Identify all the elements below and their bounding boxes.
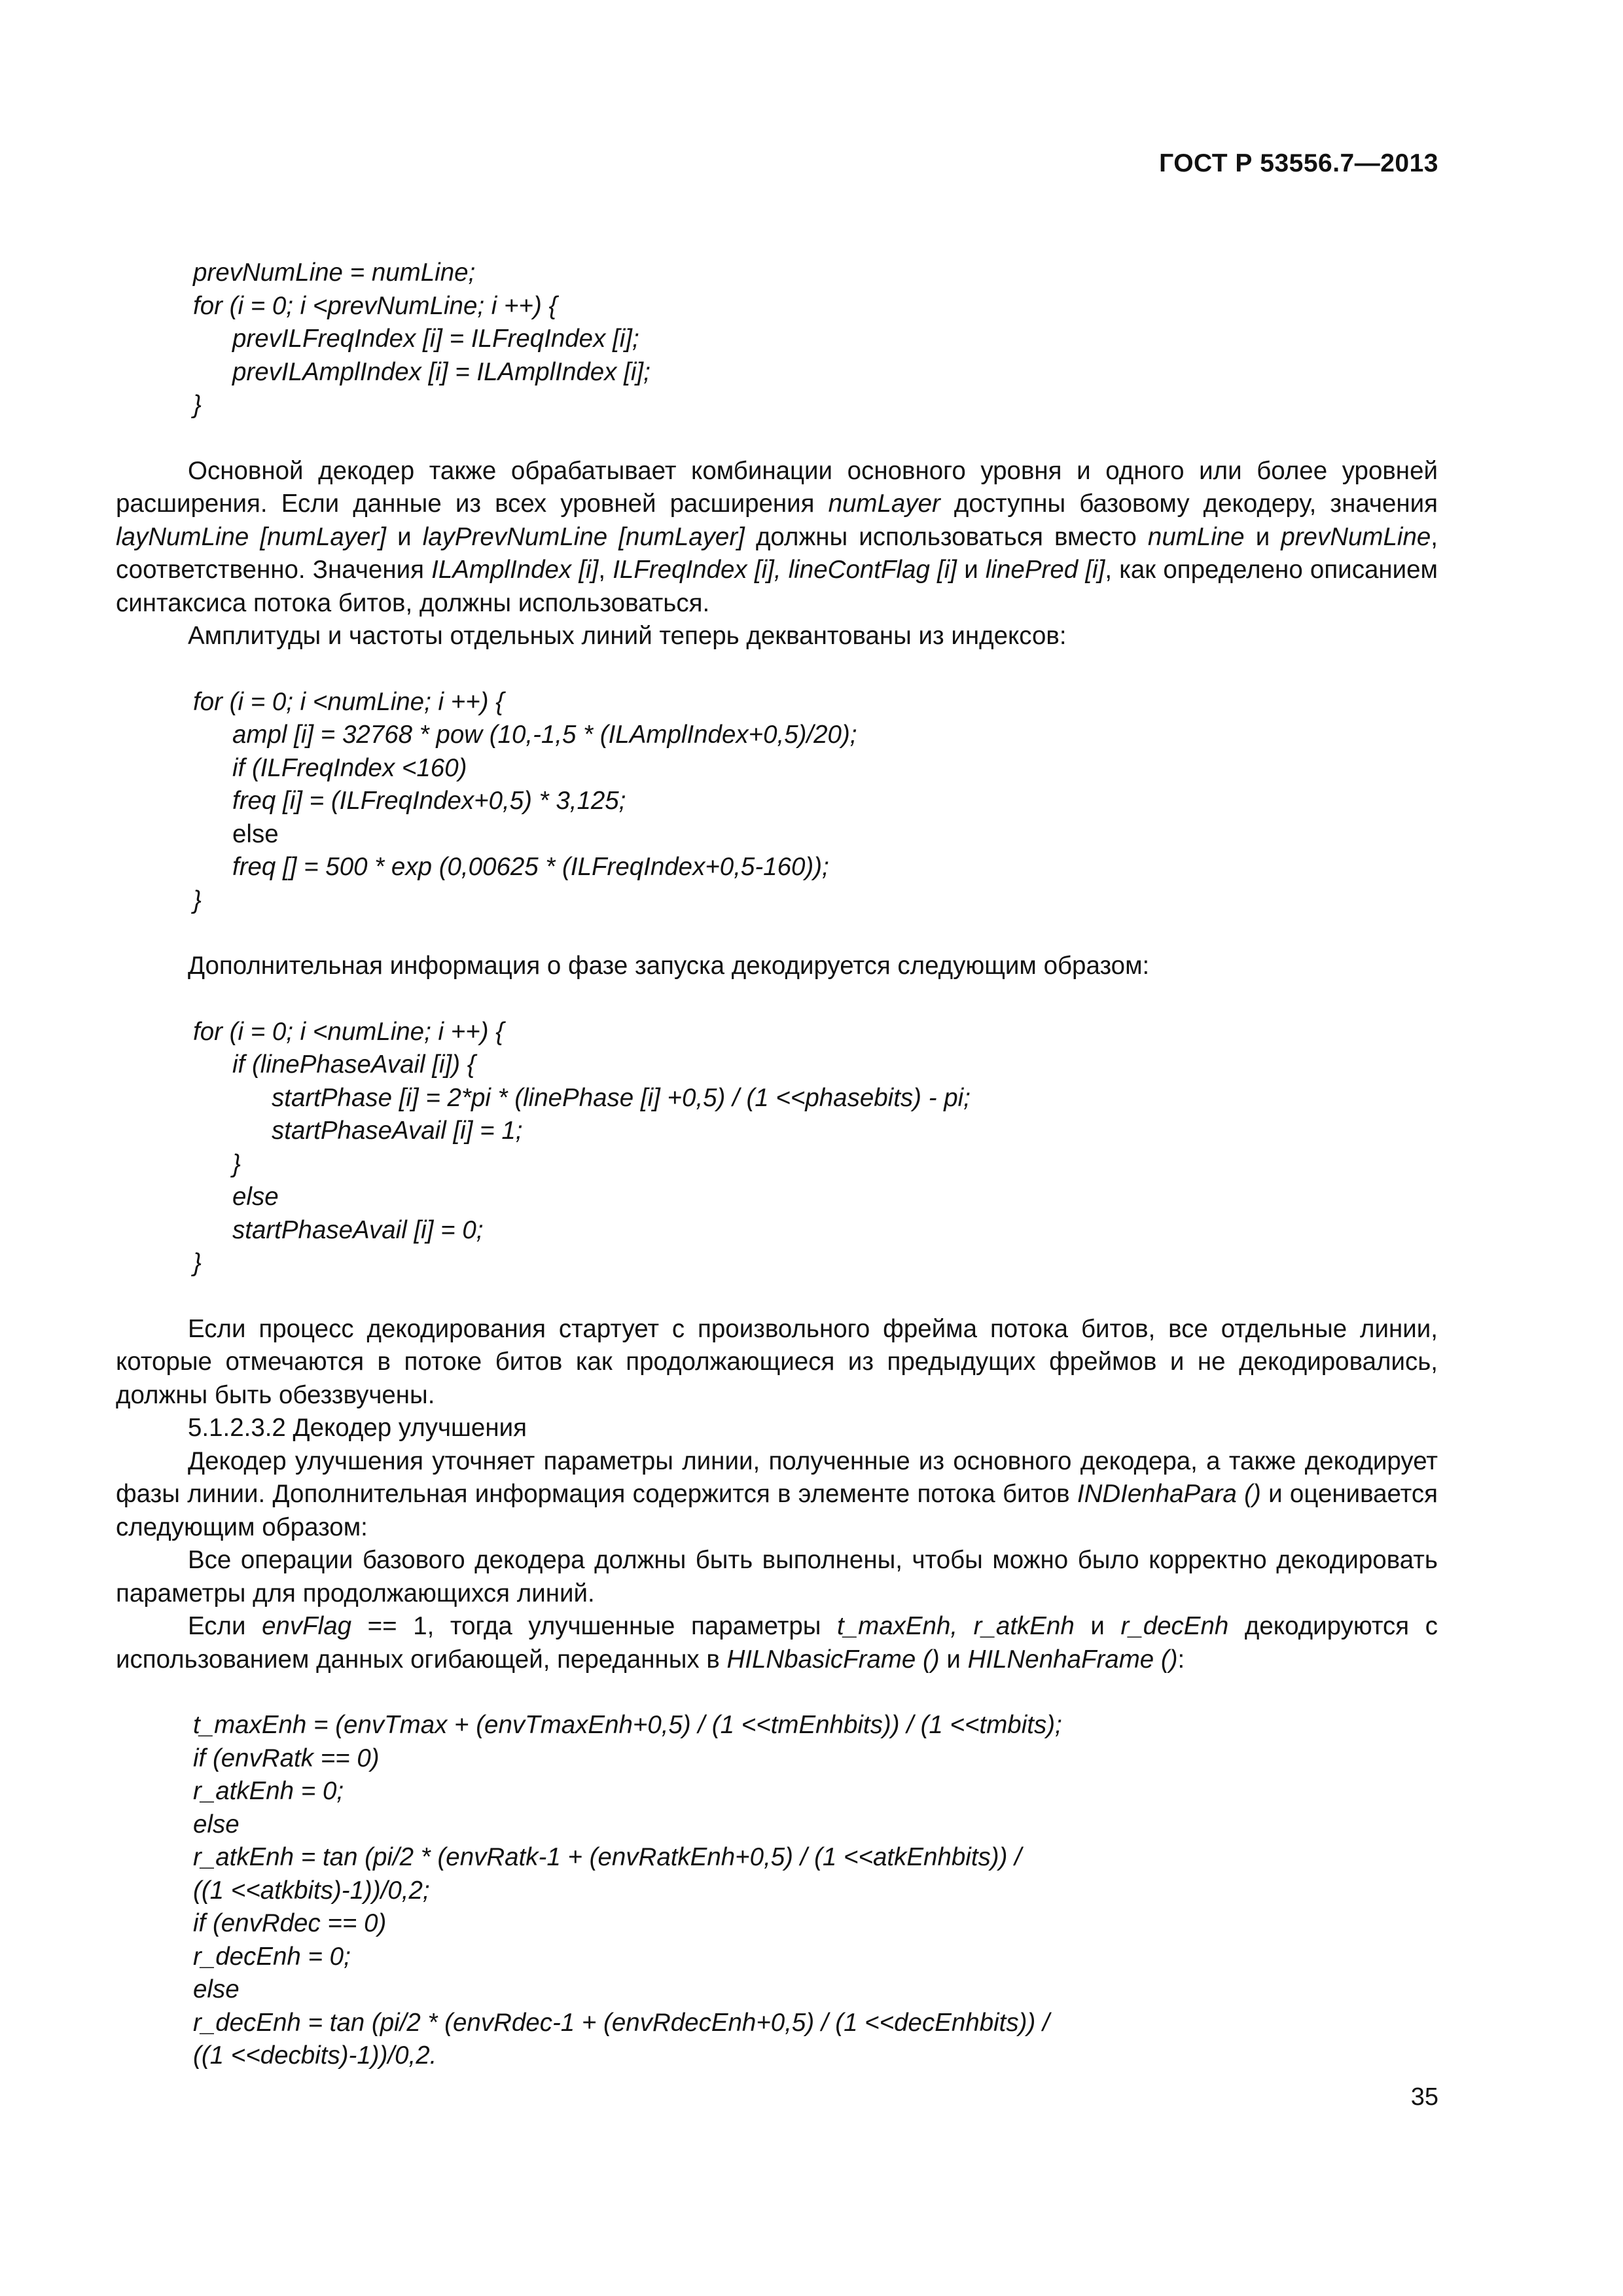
code-line: if (envRdec == 0) xyxy=(193,1909,387,1937)
code-line: prevILFreqIndex [i] = ILFreqIndex [i]; xyxy=(232,325,639,353)
code-line: else xyxy=(232,819,279,848)
section-heading: 5.1.2.3.2 Декодер улучшения xyxy=(188,1414,527,1442)
paragraph-phase-info: Дополнительная информация о фазе запуска декодируется следующим образом: xyxy=(188,952,1150,980)
code-line: prevNumLine = numLine; xyxy=(193,259,476,287)
paragraph-main-decoder: Основной декодер также обрабатывает комбинации основного уровня и одного или более уровней расширения. Если данные из всех уровней расширения numLayer доступны базовому декодеру, значения layNumLine [numLayer] и layPrevNumLine [numLayer] должны использоваться вместо numLine и prevNumLine, соответственно. Значения ILAmplIndex [i], ILFreqIndex [i], lineContFlag [i] и linePred [i], как определено описанием синтаксиса потока битов, должны использоваться. xyxy=(116,456,1438,617)
paragraph-amplitudes: Амплитуды и частоты отдельных линий теперь деквантованы из индексов: xyxy=(188,622,1067,650)
code-line: t_maxEnh = (envTmax + (envTmaxEnh+0,5) / (1 <<tmEnhbits)) / (1 <<tmbits); xyxy=(193,1711,1062,1739)
code-block-phase xyxy=(193,1016,1438,1280)
code-block-envelope xyxy=(193,1709,1438,2073)
code-line: for (i = 0; i <prevNumLine; i ++) { xyxy=(193,291,558,320)
code-line: r_atkEnh = 0; xyxy=(193,1777,344,1805)
code-line: r_atkEnh = tan (pi/2 * (envRatk-1 + (envRatkEnh+0,5) / (1 <<atkEnhbits)) / xyxy=(193,1843,1022,1871)
page-content xyxy=(116,257,1438,2073)
code-line: startPhaseAvail [i] = 0; xyxy=(232,1215,484,1244)
code-line: ((1 <<atkbits)-1))/0,2; xyxy=(193,1876,430,1905)
code-line: if (envRatk == 0) xyxy=(193,1744,380,1772)
code-line: } xyxy=(193,886,202,914)
code-line: else xyxy=(232,1183,279,1211)
code-line: else xyxy=(193,1810,240,1839)
code-line: ((1 <<decbits)-1))/0,2. xyxy=(193,2041,437,2070)
code-line: freq [] = 500 * exp (0,00625 * (ILFreqIndex+0,5-160)); xyxy=(232,853,829,881)
code-line: r_decEnh = tan (pi/2 * (envRdec-1 + (envRdecEnh+0,5) / (1 <<decEnhbits)) / xyxy=(193,2008,1050,2037)
code-line: if (ILFreqIndex <160) xyxy=(232,753,467,782)
code-block-dequant xyxy=(193,686,1438,918)
code-line: prevILAmplIndex [i] = ILAmplIndex [i]; xyxy=(232,357,651,386)
page-number: 35 xyxy=(1410,2083,1438,2111)
paragraph-decoding-start: Если процесс декодирования стартует с произвольного фрейма потока битов, все отдельные линии, которые отмечаются в потоке битов как продолжающиеся из предыдущих фреймов и не декодировались, должны быть обеззвучены. xyxy=(116,1314,1438,1409)
code-line: freq [i] = (ILFreqIndex+0,5) * 3,125; xyxy=(232,787,626,815)
code-line: r_decEnh = 0; xyxy=(193,1942,351,1971)
paragraph-base-operations: Все операции базового декодера должны быть выполнены, чтобы можно было корректно декодировать параметры для продолжающихся линий. xyxy=(116,1546,1438,1607)
code-line: } xyxy=(193,1249,202,1277)
code-line: else xyxy=(193,1975,240,2003)
paragraph-enhancement-decoder: Декодер улучшения уточняет параметры линии, полученные из основного декодера, а также декодирует фазы линии. Дополнительная информация содержится в элементе потока битов INDIenhaPara () и оценивается следующим образом: xyxy=(116,1446,1438,1541)
standard-header: ГОСТ Р 53556.7—2013 xyxy=(1159,149,1438,177)
code-line: } xyxy=(232,1149,241,1178)
code-line: if (linePhaseAvail [i]) { xyxy=(232,1050,476,1079)
code-line: startPhase [i] = 2*pi * (linePhase [i] +0,5) / (1 <<phasebits) - pi; xyxy=(272,1083,971,1112)
code-line: for (i = 0; i <numLine; i ++) { xyxy=(193,687,505,716)
code-line: ampl [i] = 32768 * pow (10,-1,5 * (ILAmplIndex+0,5)/20); xyxy=(232,721,857,749)
code-block-prev xyxy=(193,257,1438,422)
paragraph-envflag: Если envFlag == 1, тогда улучшенные параметры t_maxEnh, r_atkEnh и r_decEnh декодируются с использованием данных огибающей, переданных в HILNbasicFrame () и HILNenhaFrame (): xyxy=(116,1612,1438,1674)
code-line: } xyxy=(193,391,202,419)
code-line: startPhaseAvail [i] = 1; xyxy=(272,1117,523,1145)
code-line: for (i = 0; i <numLine; i ++) { xyxy=(193,1017,505,1046)
